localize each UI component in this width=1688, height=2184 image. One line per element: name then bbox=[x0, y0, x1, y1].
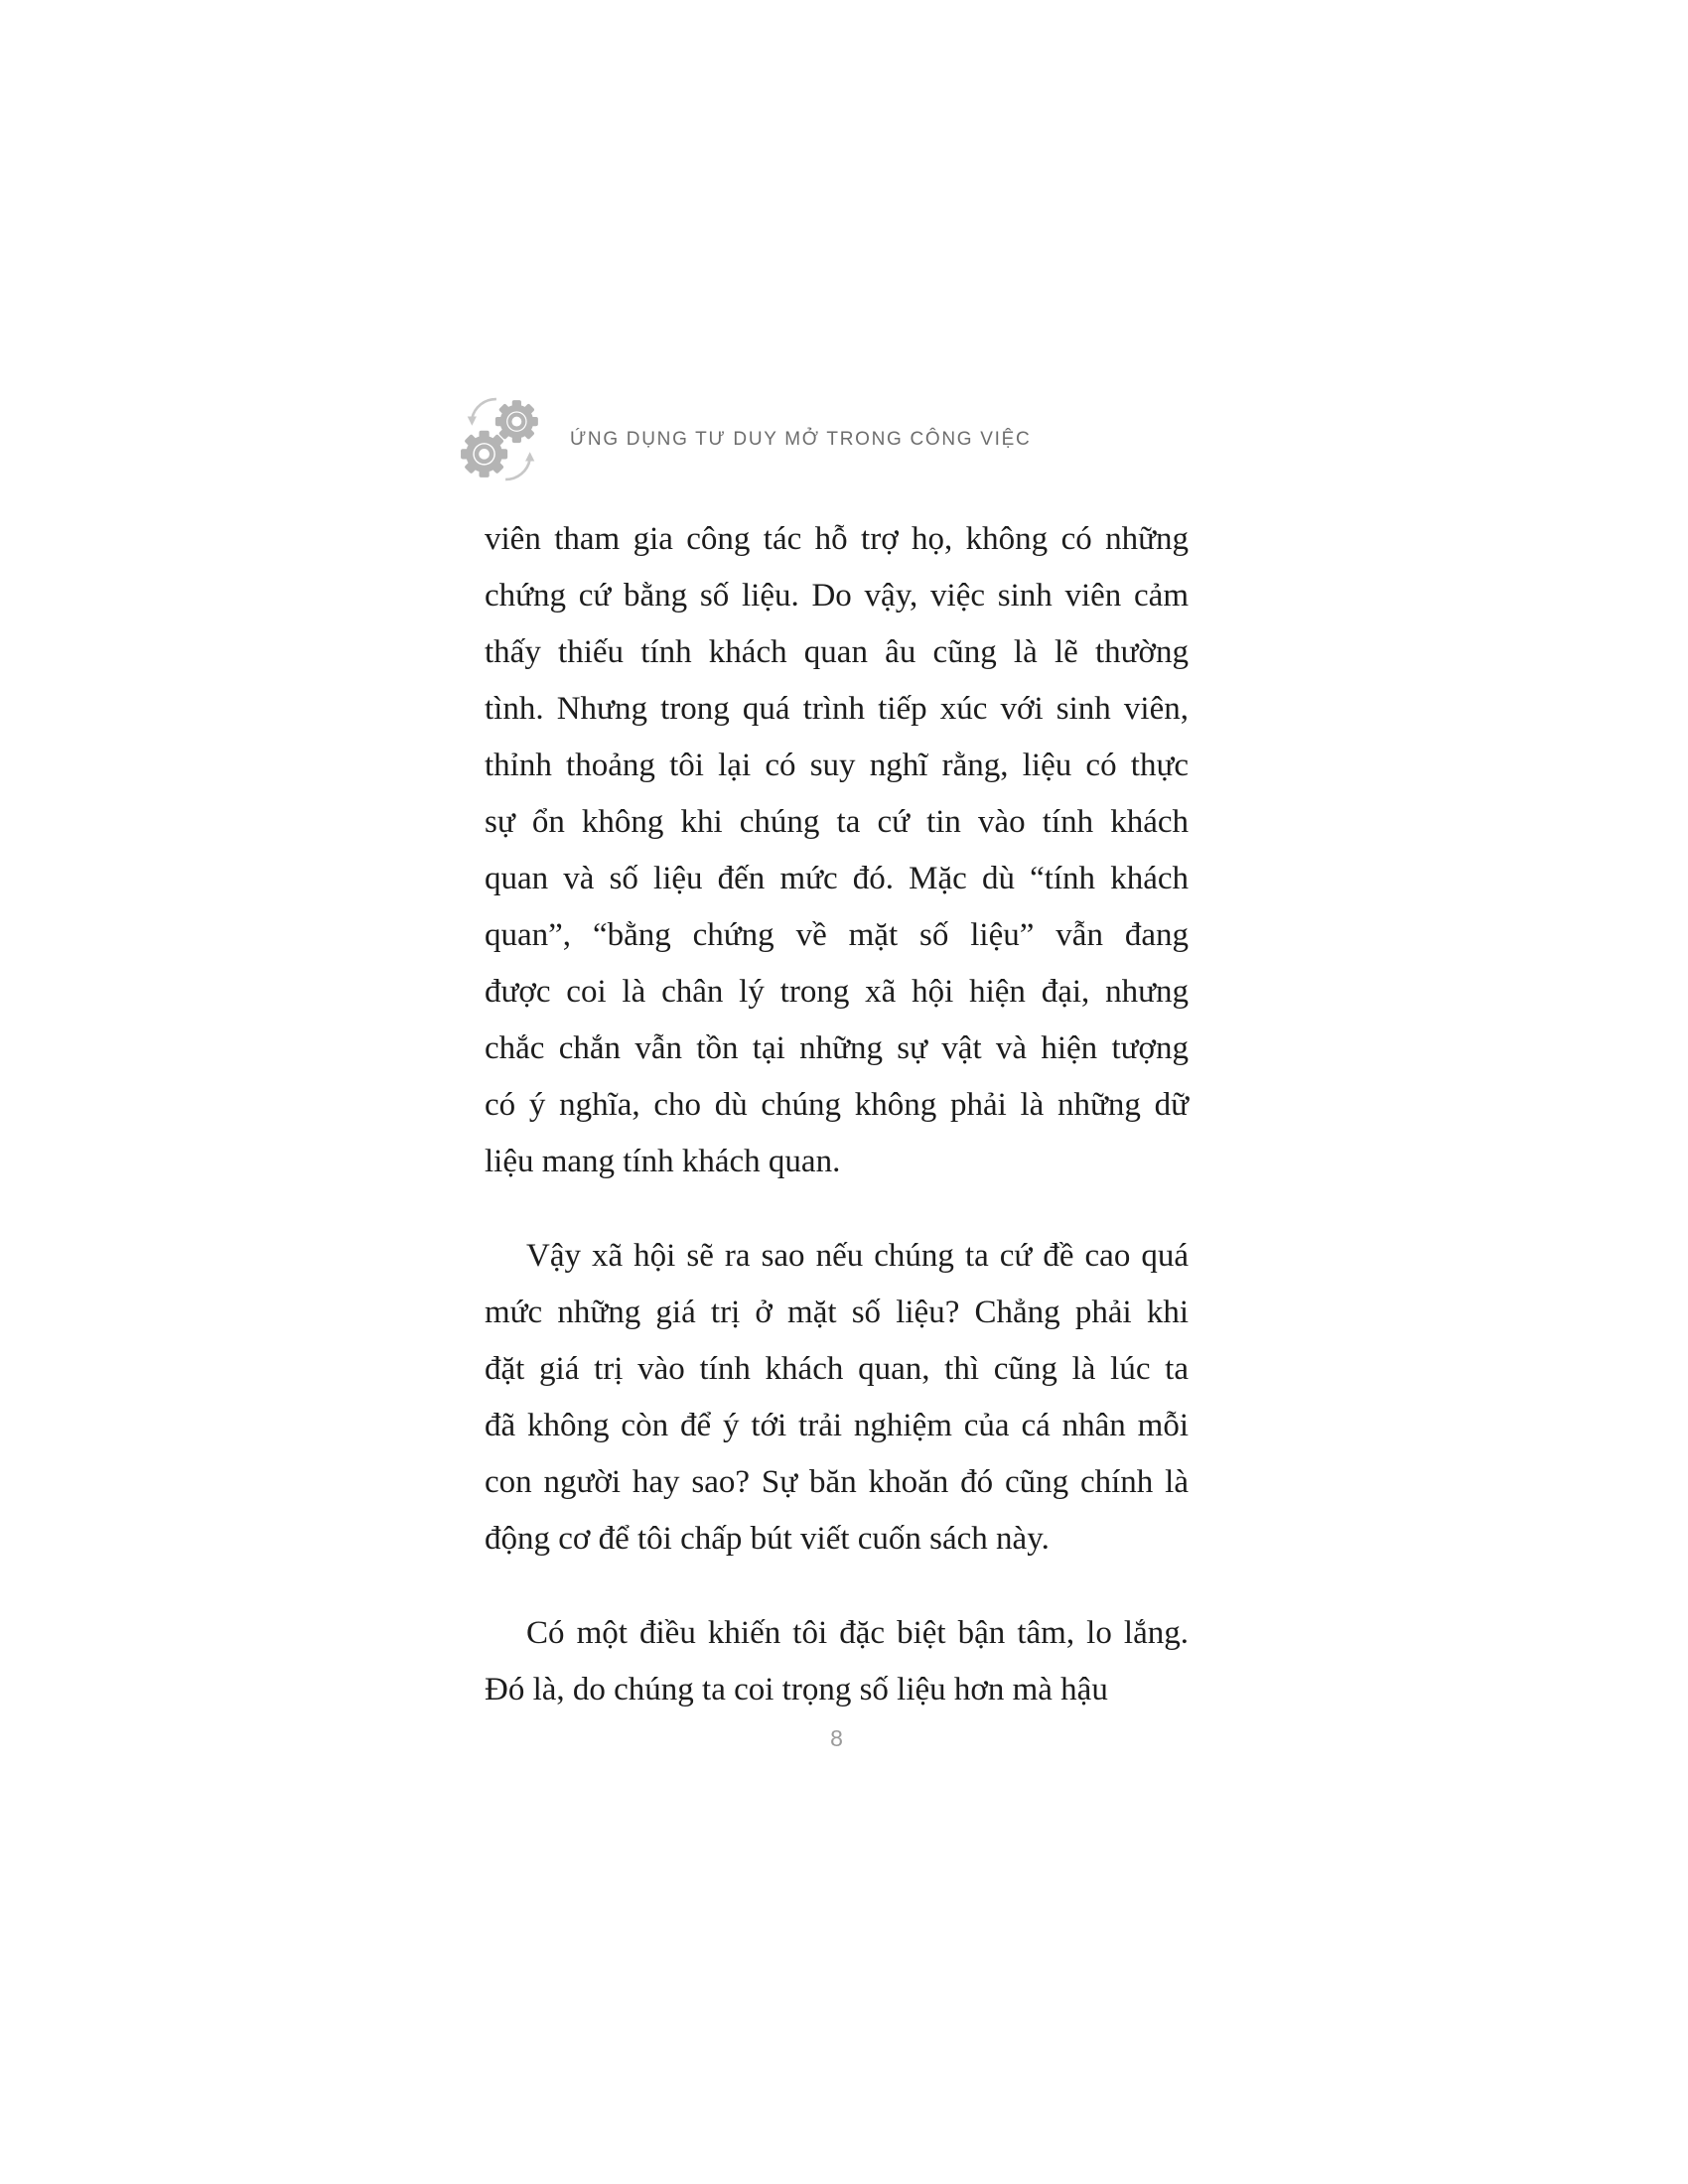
text-line: động cơ để tôi chấp bút viết cuốn sách này. bbox=[485, 1521, 1050, 1557]
text-line: quan”, “bằng chứng về mặt số liệu” vẫn đang bbox=[485, 917, 1189, 953]
text-line: viên tham gia công tác hỗ trợ họ, không có những bbox=[485, 521, 1189, 557]
text-line: tình. Nhưng trong quá trình tiếp xúc với sinh viên, bbox=[485, 691, 1189, 727]
text-line: được coi là chân lý trong xã hội hiện đại, nhưng bbox=[485, 974, 1189, 1010]
text-line: mức những giá trị ở mặt số liệu? Chẳng phải khi bbox=[485, 1295, 1189, 1330]
text-line: Có một điều khiến tôi đặc biệt bận tâm, lo lắng. bbox=[526, 1615, 1189, 1651]
gears-sync-icon bbox=[459, 391, 544, 486]
body-text bbox=[485, 511, 1189, 1718]
text-line: thỉnh thoảng tôi lại có suy nghĩ rằng, liệu có thực bbox=[485, 748, 1189, 783]
text-line: chứng cứ bằng số liệu. Do vậy, việc sinh viên cảm bbox=[485, 578, 1189, 614]
paragraph bbox=[485, 1228, 1189, 1568]
chapter-title: ỨNG DỤNG TƯ DUY MỞ TRONG CÔNG VIỆC bbox=[570, 429, 1032, 450]
text-line: đặt giá trị vào tính khách quan, thì cũng là lúc ta bbox=[485, 1351, 1189, 1387]
text-line: liệu mang tính khách quan. bbox=[485, 1144, 841, 1179]
page-number: 8 bbox=[830, 1725, 843, 1751]
text-line: đã không còn để ý tới trải nghiệm của cá nhân mỗi bbox=[485, 1408, 1189, 1443]
text-line: chắc chắn vẫn tồn tại những sự vật và hiện tượng bbox=[485, 1030, 1189, 1066]
text-line: Đó là, do chúng ta coi trọng số liệu hơn mà hậu bbox=[485, 1672, 1108, 1707]
text-line: có ý nghĩa, cho dù chúng không phải là những dữ bbox=[485, 1087, 1189, 1123]
paragraph bbox=[485, 1605, 1189, 1718]
text-line: quan và số liệu đến mức đó. Mặc dù “tính khách bbox=[485, 861, 1189, 896]
text-line: thấy thiếu tính khách quan âu cũng là lẽ thường bbox=[485, 634, 1189, 670]
page-header bbox=[459, 391, 1031, 486]
paragraph bbox=[485, 511, 1189, 1190]
text-line: Vậy xã hội sẽ ra sao nếu chúng ta cứ đề cao quá bbox=[526, 1238, 1189, 1274]
text-line: sự ổn không khi chúng ta cứ tin vào tính khách bbox=[485, 804, 1189, 840]
text-line: con người hay sao? Sự băn khoăn đó cũng chính là bbox=[485, 1464, 1189, 1500]
